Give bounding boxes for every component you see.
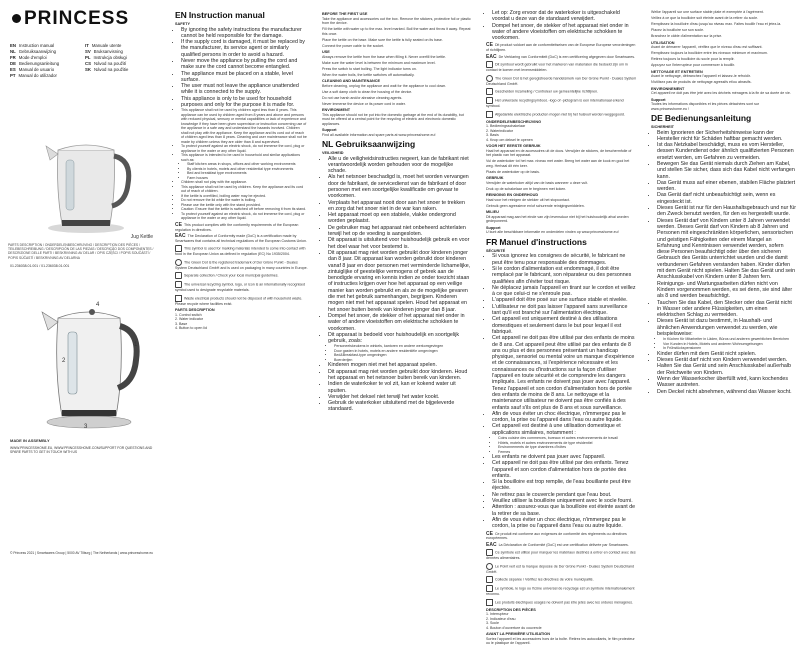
dutch-french-panel [478,0,643,646]
separate-collection-icon [486,576,493,583]
usage-sub-item: • Von Kunden in Hotels, Motels und anderen Wohnumgebungen [663,342,796,347]
parts-heading: ONDERDELENBESCHRIJVING [486,119,542,124]
lang-label: Manuale utente [91,43,122,48]
eac-mark-icon: EAC [486,53,497,60]
safety-item: • Les enfants ne doivent pas jouer avec l'appareil. [492,454,637,460]
food-safe-icon [486,61,493,68]
ce-mark-icon: CE [486,530,493,537]
callout-4: 4 [96,302,100,308]
safety-item: • Bewegen Sie das Gerät niemals durch Ziehen am Kabel, und stellen Sie sicher, dass sich das Kabel nicht verfangen kann. [657,161,796,180]
instruction-text: This appliance should not be put into the domestic garbage at the end of its durability, but must be offered at a central point for the recycling of electric and electronic domestic appliances. [322,112,464,126]
lang-code: ES [10,67,16,72]
safety-item: • Verplaats het apparaat nooit door aan het snoer te trekken en zorg dat het snoer niet in de war kan raken. [328,200,472,213]
cover-panel [0,0,167,575]
instruction-text: N'utilisez pas de produits de nettoyage agressifs et/ou abrasifs. [651,80,752,84]
safety-item: • Veuillez utiliser la bouilloire uniquement avec le socle fourni. [492,498,637,504]
use-heading: USE [322,50,330,54]
environment-heading: MILIEU [486,210,499,215]
safety-item: • This appliance shall not be used by children aged less than 8 years. This appliance can be used by children aged from 8 years and above and persons with reduced physical, sensory or mental capabilities or lack of experience and knowledge if they have been given supervision or instruction concerning use of the appliance in a safe way and understand the hazards involved. Children shall not play with the appliance. Keep the appliance and its cord out of reach of children aged less than 8 years. Cleaning and user maintenance shall not be made by children unless they are older than 8 and supervised. [181,108,308,144]
instruction-text: Haal voor het reinigen de stekker uit het stopcontact. [486,197,570,202]
title-text: Instruction manual [188,10,265,20]
safety-item: • Tauchen Sie das Kabel, den Stecker oder das Gerät nicht in Wasser oder andere Flüssigkeiten, um einen elektrischen Schlag zu vermeiden. [657,300,796,319]
instruction-text: Remplissez toujours la bouilloire entre les niveaux minimum et maximum. [651,51,768,55]
lang-label: Návod na použití [93,61,127,66]
safety-item: • Si le cordon d'alimentation est endommagé, il doit être remplacé par le fabricant, son réparateur ou des personnes qualifiées afin d'éviter tout risque. [492,266,637,285]
safety-item: • The user must not leave the appliance unattended while it is connected to the supply. [181,83,308,96]
part-item: 4. Bouton d'ouverture du couvercle [486,625,542,630]
usage-sub-item: • Hôtels, motels et autres environnements de type résidentiel [498,441,637,446]
instruction-text: U kunt alle beschikbare informatie en onderdelen vinden op www.princesshome.eu! [486,230,619,235]
ce-mark-icon: CE [486,42,493,49]
parts-heading: PARTS DESCRIPTION [175,308,215,313]
weee-bin-icon [175,295,182,302]
before-first-use-heading: BEFORE THE FIRST USE [322,12,368,16]
lang-label: Instruction manual [18,43,55,48]
separate-collection-icon [175,272,182,279]
green-dot-icon [486,75,493,82]
usage-sub-item: • Fermes [498,450,637,455]
safety-item: • If the kettle is overfilled, boiling water may be ejected. [181,194,308,199]
section-title-nl: NL Gebruiksaanwijzing [322,139,416,149]
before-first-use-heading: AVANT LA PREMIÈRE UTILISATION [486,632,550,637]
lang-label: Mode d'emploi [18,55,47,60]
safety-item: • Indien de waterkoker te vol zit, kan er kokend water uit spuiten. [328,381,472,394]
english-dutch-panel [314,0,478,575]
usage-sub-item: • In Küchen für Mitarbeiter in Läden, Büros und anderen gewerblichen Bereichen [663,337,796,342]
safety-item: • Gebruik de waterkoker uitsluitend met de bijgeleverde standaard. [328,400,472,413]
part-item: 3. Socle [486,621,499,626]
compliance-text: Dit symbool wordt gebruikt voor het markeren van materialen die bedoeld zijn om in contact te komen met levensmiddelen. [486,62,628,73]
separate-collection-icon [486,88,493,95]
compliance-text: Separate collection / Check your local municipal guidelines. [184,273,279,278]
instruction-text: Do not use harsh and/or abrasive cleaning agents. [322,95,403,100]
instruction-text: Always remove the kettle from the base when filling it. Never overfill the kettle. [322,54,447,59]
compliance-text: The Green Dot is het geregistreerde handelsmerk van Der Grüne Punkt - Duales System Deutschland GmbH. [486,76,637,86]
compliance-text: Waste electrical products should not be disposed of with household waste. Please recycle where facilities exist. [175,296,303,306]
safety-heading: SICHERHEIT [651,125,674,129]
compliance-text: De Verklaring van Conformiteit (DoC) is een certificering afgegeven door Smartwares. [498,54,635,59]
environment-heading: ENVIRONNEMENT [651,86,685,91]
lang-code: EN [10,43,16,48]
instruction-text: Never immerse the device or its power cord in water. [322,101,406,106]
compliance-text: Dit product voldoet aan de conformiteitseisen van de Europese Europese verordeningen of richtlijnen. [486,43,636,53]
usage-sub-item: • Bed and breakfast type environments [187,171,308,176]
section-title-en: EN Instruction manual [175,10,265,20]
safety-item: • Afin de vous éviter un choc électrique, n'immergez pas le cordon, la prise ou l'appareil dans l'eau ou autre liquide. [492,517,637,530]
green-dot-icon [175,259,182,266]
parts-heading: DESCRIPTION DES PIÈCES [486,607,536,612]
usage-sub-item: • In Frühstückspensionen [663,346,796,351]
compliance-text: The universal recycling symbol, logo, or icon is an internationally recognised symbol used to designate recyclable materials. [175,282,306,293]
safety-item: • Attention : assurez-vous que la bouilloire est éteinte avant de la retirer de sa base. [492,504,637,517]
part-item: 3. Basis [486,133,499,138]
safety-item: • Ist das Netzkabel beschädigt, muss es vom Hersteller, dessen Kundendienst oder ähnlich qualifizierten Personen ersetzt werden, um Gefahren zu vermeiden. [657,142,796,161]
kettle-product-image [36,120,136,235]
part-item: 1. Control switch [175,312,202,317]
weee-bin-icon [486,599,493,606]
usage-sub-item: • Coins cuisine des commerces, bureaux et autres environnements de travail [498,436,637,441]
safety-item: • Si la bouilloire est trop remplie, de l'eau bouillante peut être éjectée. [492,479,637,492]
made-in-label: MADE IN ASSEMBLY [10,438,50,443]
brand-logo [12,8,129,30]
part-item: 1. Bedieningsschakelaar [486,124,526,129]
lang-label: Bruksanvisning [93,49,123,54]
lang-code: PT [10,73,16,78]
compliance-text: Collecte séparée / Vérifiez les directives de votre municipalité. [495,577,594,582]
recycle-icon [486,97,493,104]
instruction-text: Use a soft damp cloth to clean the housing of the device. [322,89,413,94]
safety-item: • Beim Ignorieren der Sicherheitshinweise kann der Hersteller nicht für Schäden haftbar gemacht werden. [657,130,796,143]
section-title-de: DE Bedienungsanleitung [651,113,752,123]
safety-item: • Dompel het snoer, de stekker of het apparaat niet onder in water of andere vloeistoffen om elektrische schokken te voorkomen. [328,313,472,332]
instruction-text: Appuyez sur l'interrupteur pour commencer à bouillir. [651,63,735,67]
safety-item: • Wenn der Wasserkocher überfüllt wird, kann kochendes Wasser austreten. [657,376,796,389]
support-heading: Support [651,97,666,102]
part-item: 2. Indicateur d'eau [486,616,516,621]
safety-item: • This appliance is intended to be used in household and similar applications such as: [181,153,308,162]
instruction-text: When the water boils, the kettle switches off automatically. [322,72,415,77]
lang-code: NL [10,49,16,54]
usage-sub-item: • Bed&Breakfast-type omgevingen [334,353,472,358]
website-info: WWW.PRINCESSHOME.EU, WWW.PRINCESSHOME.COM/SUPPORT FOR QUESTIONS AND SPARE PARTS TO GET IN TOUCH WITH US [10,446,153,455]
support-heading: Support [322,128,337,132]
usage-sub-item: • Farm houses [187,176,308,181]
safety-item: • De gebruiker mag het apparaat niet onbeheerd achterlaten terwijl het op de voeding is aangesloten. [328,225,472,238]
safety-item: • This appliance is only to be used for household purposes and only for the purpose it is made for. [181,96,308,109]
compliance-text: Het universele recyclingsymbool, -logo of -pictogram is een internationaal erkend symbool. [486,98,624,109]
compliance-text: La Déclaration de Conformité (DoC) est une certification délivrée par Smartwares. [498,542,629,547]
lang-code: FR [10,55,16,60]
instruction-text: Find all available information and spare parts at www.princesshome.eu! [322,132,436,137]
safety-small [175,108,308,330]
safety-item: • Cet appareil ne doit pas être utilisé par des enfants. Tenez l'appareil et son cordon d'alimentation hors de portée des enfants. [492,460,637,479]
parts-description-languages: PARTS DESCRIPTION / ONDERDELENBESCHRIJVING / DESCRIPTION DES PIÈCES / TEILEBESCHREIBUNG / DESCRIPCIÓN DE LAS PIEZAS / DESCRIÇÃO DOS COMPONENTES / DESCRIZIONE DELLE PARTI / BESKRIVNING AV DELAR / OPIS CZĘŚCI / POPIS SOUČÁSTÍ / POPIS SÚČASTÍ / BESKRIVNING AV DELARNA [8,243,154,260]
callout-2: 2 [62,358,66,364]
recycle-icon [175,281,182,288]
part-item: 4. Knop om deksel te openen [486,137,533,142]
compliance-text: This product complies with the conformity requirements of the European regulation in directives. [175,223,299,232]
safety-item: • Als het netsnoer beschadigd is, moet het worden vervangen door de fabrikant, de servicedienst van de fabrikant of door personen met een soortgelijke kwalificatie om gevaar te voorkomen. [328,174,472,199]
instruction-text: Cet appareil ne doit pas être jeté avec les déchets ménagers à la fin de sa durée de vie. [651,91,791,95]
lang-code: PL [85,55,91,60]
safety-heading: SÉCURITÉ [486,248,506,253]
lang-label: Manual de usuario [18,67,55,72]
safety-item: • Cet appareil ne doit pas être utilisé par des enfants de moins de 8 ans. Cet appareil peut être utilisé par des enfants de 8 ans ou plus et des personnes présentant un handicap physique, sensoriel ou mental voire un manque d'expérience et de connaissances, si l'expérience nécessaire et les connaissances ou d'instructions sur la façon d'utiliser l'appareil en toute sécurité et de comprendre les dangers impliqués. Les enfants ne doivent pas jouer avec l'appareil. Tenez l'appareil et son cordon d'alimentation hors de portée des enfants de moins de 8 ans. Le nettoyage et la maintenance utilisateur ne doivent pas être confiés à des enfants sauf s'ils ont plus de 8 ans et sous surveillance. [492,335,637,411]
part-item: 4. Button to open lid [175,326,207,331]
instruction-text: Branchez le câble d'alimentation sur la prise. [651,34,723,38]
instruction-text: Veillez à ce que la bouilloire soit éteinte avant de la retirer du socle. [651,16,759,20]
product-codes: 01.236038.01.001 / 01.236038.01.001 [10,264,70,268]
instruction-text: Connect the power cable to the socket. [322,43,385,48]
instruction-text: Welke l'appareil sur une surface stable plate et exemptée à l'agrément. [651,10,764,14]
title-text: Manuel d'instructions [499,236,587,247]
safety-item: • Please use the kettle only with the stand provided. [181,203,308,208]
eac-mark-icon: EAC [175,233,186,240]
callout-1: 1 [134,342,138,348]
part-item: 2. Water indicator [175,317,204,322]
english-panel [167,0,314,575]
safety-heading: SAFETY [175,22,190,26]
model-name: Jug Kettle [130,234,153,240]
instruction-text: Sortez l'appareil et les accessoires hors de la boîte. Retirez les autocollants, le film protecteur ou le plastique de l'appareil. [486,636,635,646]
safety-item: • Cet appareil est uniquement destiné à des utilisations domestiques et seulement dans le but pour lequel il est fabriqué. [492,316,637,335]
weee-bin-icon [486,111,493,118]
instruction-text: Verwijder de waterkoker altijd van de basis wanneer u deze vult. [486,180,589,185]
safety-item: • Dieses Gerät ist dazu bestimmt, in Haushalt- und ähnlichen Anwendungen verwendet zu werden, wie beispielsweise: [657,318,796,337]
instruction-text: Dit apparaat mag aan het einde van zijn levensduur niet bij het huishoudelijk afval worden gedeponeerd. [486,214,629,224]
part-item: 3. Base [175,321,188,326]
compliance-text: The Green Dot is the registered trademark of Der Grüne Punkt - Duales System Deutschland GmbH and is used on packaging in many countries in Europe. [175,260,308,270]
compliance-text: Les produits électriques usagés ne doivent pas être jetés avec les ordures ménagères. [495,600,634,605]
title-text: Gebruiksaanwijzing [335,139,416,149]
section-title-fr: FR Manuel d'instructions [486,236,587,247]
safety-item: • The appliance must be placed on a stable, level surface. [181,71,308,84]
environment-heading: ENVIRONMENT [322,108,351,112]
compliance-text: Le Point vert est la marque déposée de Der Grüne Punkt - Duales System Deutschland GmbH. [486,564,635,574]
safety-item: • Never move the appliance by pulling the cord and make sure the cord cannot become entangled. [181,58,308,71]
part-item: 1. Interrupteur [486,612,509,617]
ce-mark-icon: CE [175,221,182,228]
compliance-text: Gescheiden inzameling / Controleer uw gemeentelijke richtlijnen. [495,89,599,94]
lang-label: Gebruiksaanwijzing [18,49,56,54]
lang-label: Instrukcja obsługi [93,55,127,60]
safety-item: • Dompel het snoer, de stekker of het apparaat niet onder in water of andere vloeistoffen om elektrische schokken te voorkomen. [492,23,637,42]
french-german-panel [643,0,802,575]
compliance-text: Le symbole, le logo ou l'icône universel de recyclage est un symbole internationalement reconnu. [486,586,635,597]
safety-item: • Kinder dürfen mit dem Gerät nicht spielen. [657,351,796,357]
lang-code: IT [85,43,89,48]
safety-item: • Het apparaat moet op een stabiele, vlakke ondergrond worden geplaatst. [328,212,472,225]
brand-name: PRINCESS [24,8,130,29]
safety-item: • To protect yourself against an electric shock, do not immerse the cord, plug or appliance in the water or any other liquid. [181,144,308,153]
safety-item: • This appliance shall not be used by children. Keep the appliance and its cord out of reach of children. [181,185,308,194]
compliance-text: The Declaration of Conformity made (DoC) is a certification made by Smartwares that contains all technical regulations of the European Customs Union. [175,234,308,243]
usage-sub-item: • Door gasten in hotels, motels en andere residentiële omgevingen [334,349,472,354]
instruction-text: Vul de waterkoker tot het max. niveau met water. Breng het water aan de kook en gooi het weg. Herhaal dit één keer. [486,159,630,168]
safety-item: • Kinderen mogen niet met het apparaat spelen. [328,362,472,368]
safety-item: • Ne déplacez jamais l'appareil en tirant sur le cordon et veillez à ce que celui-ci ne s'enroule pas. [492,285,637,298]
brand-dot-icon [12,14,21,23]
instruction-text: Haal het apparaat en de accessoires uit de doos. Verwijder de stickers, de beschermfolie of het plastic van het apparaat. [486,148,632,158]
compliance-text: This symbol is used for marking materials intended to come into contact with food in the European Union as defined in regulation (EC) No 1935/2004. [175,246,306,257]
safety-item: • Dit apparaat is uitsluitend voor huishoudelijk gebruik en voor het doel waar het voor bestemd is. [328,237,472,250]
instruction-text: Plaats de waterkoker op de basis. [486,169,540,174]
safety-item: • Children shall not play with the appliance. [181,180,308,185]
instruction-text: Remplissez la bouilloire d'eau jusqu'au niveau max. Faites bouillir l'eau et jetez-la. [651,22,782,26]
lang-code: DE [10,61,16,66]
instruction-text: Retirez toujours la bouilloire du socle pour la remplir. [651,57,735,61]
safety-item: • Cet appareil est destiné à une utilisation domestique et applications similaires, notamment : [492,423,637,436]
cleaning-heading: REINIGING EN ONDERHOUD [486,193,539,198]
lang-label: Manual do utilizador [18,73,57,78]
usage-sub-item: • Environnements de type chambres d'hôtes [498,445,637,450]
safety-item: • Alle u de veiligheidsinstructies negeert, kan de fabrikant niet verantwoordelijk worden gehouden voor de mogelijke schade. [328,156,472,175]
safety-item: • Dit apparaat mag niet worden gebruikt door kinderen. Houd het apparaat en het netsnoer buiten bereik van kinderen. [328,369,472,382]
instruction-text: Druk op de schakelaar om te beginnen met koken. [486,186,567,191]
lang-label: Bedienungsanleitung [18,61,60,66]
part-item: 2. Waterindicator [486,128,514,133]
cleaning-heading: NETTOYAGE ET ENTRETIEN [651,69,703,74]
compliance-text: Ce symbole est utilisé pour marquer les matériaux destinés à entrer en contact avec des denrées alimentaires. [486,550,636,561]
before-first-use-heading: VOOR HET EERSTE GEBRUIK [486,144,541,149]
safety-item: • Afin de vous éviter un choc électrique, n'immergez pas le cordon, la prise ou l'appareil dans l'eau ou autre liquide. [492,411,637,424]
cleaning-heading: CLEANING AND MAINTENANCE [322,79,381,83]
instruction-text: Toutes les informations disponibles et les pièces détachées sont sur www.princesshome.eu ! [651,102,760,111]
callout-3: 3 [84,424,88,430]
copyright: © Princess 2021 | Smartwares Group | 5000 AV Tilburg | The Netherlands | www.princesshome.eu [10,551,153,555]
lang-code: CS [85,61,91,66]
safety-item: • Das Gerät muss auf einer ebenen, stabilen Fläche platziert werden. [657,180,796,193]
instruction-text: Place the kettle on the base. Make sure the kettle is fully seated on its base. [322,37,443,42]
compliance-text: Ce produit est conforme aux exigences de conformité des règlements ou directives européennes. [486,531,627,541]
safety-item: • Das Gerät darf nicht unbeaufsichtigt sein, wenn es eingesteckt ist. [657,192,796,205]
food-safe-icon [175,245,182,252]
use-heading: UTILISATION [651,40,675,45]
lang-label: Návod na použitie [93,67,129,72]
instruction-text: Gebruik geen agressieve en/of schurende reinigingsmiddelen. [486,203,585,208]
usage-sub-item: • Boerderijen [334,358,472,363]
safety-item: • Den Deckel nicht abnehmen, während das Wasser kocht. [657,389,796,395]
food-safe-icon [486,549,493,556]
safety-item: • L'appareil doit être posé sur une surface stable et nivelée. [492,297,637,303]
safety-item: • Caution: Ensure that the kettle is switched off before removing it from its stand. [181,207,308,212]
instruction-text: Make sure the water level is between the minimum and maximum level. [322,60,436,65]
eac-mark-icon: EAC [486,541,497,548]
compliance-text: Afgedankte elektrische producten mogen niet bij het huisvuil worden weggegooid. [495,112,625,117]
green-dot-icon [486,563,493,570]
safety-item: • Let op: Zorg ervoor dat de waterkoker is uitgeschakeld voordat u deze van de standaard verwijdert. [492,10,637,23]
usage-sub-item: • Personeelskeukens in winkels, kantoren en andere werkomgevingen [334,344,472,349]
lang-code: SV [85,49,91,54]
use-heading: GEBRUIK [486,176,504,181]
safety-item: • Do not remove the lid while the water is boiling. [181,198,308,203]
safety-item: • L'utilisateur ne doit pas laisser l'appareil sans surveillance tant qu'il est branché sur l'alimentation électrique. [492,304,637,317]
title-text: Bedienungsanleitung [664,113,752,123]
instruction-text: Take the appliance and accessories out the box. Remove the stickers, protective foil or plastic from the device. [322,16,471,25]
support-heading: Support [486,225,501,230]
safety-item: • Dieses Gerät ist nur für den Haushaltsgebrauch und nur für den Zweck benutzt werden, für den es hergestellt wurde. [657,205,796,218]
kettle-diagram [34,282,144,430]
recycle-icon [486,585,493,592]
instruction-text: Avant le nettoyage, débranchez l'appareil et laissez-le refroidir. [651,74,751,78]
safety-heading: VEILIGHEID [322,151,344,155]
instruction-text: Fill the kettle with water up to the max. level marked. Boil the water and throw it away. Repeat this once. [322,27,471,36]
language-list [10,43,160,79]
safety-item: • To protect yourself against an electric shock, do not immerse the cord, plug or appliance in the water or any other liquid. [181,212,308,221]
instruction-text: Placez la bouilloire sur son socle. [651,28,705,32]
safety-bullets [175,27,308,109]
safety-item: • Dieses Gerät darf nicht von Kindern verwendet werden. Halten Sie das Gerät und sein Anschlusskabel außerhalb der Reichweite von Kindern. [657,357,796,376]
safety-item: • By ignoring the safety instructions the manufacturer cannot be held responsible for the damage. [181,27,308,40]
safety-item: • Dieses Gerät darf von Kindern unter 8 Jahren verwendet werden. Dieses Gerät darf von Kindern ab 8 Jahren und Personen mit eingeschränkten körperlichen, sensorischen und geistigen Fähigkeiten oder einem Mangel an Erfahrung und Kenntnissen verwendet werden, sofern diese Personen beaufsichtigt oder über den sicheren Gebrauch des Geräts unterrichtet wurden und die damit verbundenen Gefahren verstanden haben. Kinder dürfen mit dem Gerät nicht spielen. Halten Sie das Gerät und sein Anschlusskabel von Kindern unter 8 Jahren fern. Reinigungs- und Wartungsarbeiten dürfen nicht von Kindern vorgenommen werden, es sei denn, sie sind älter als 8 und werden beaufsichtigt. [657,218,796,300]
instruction-text: Before cleaning, unplug the appliance and wait for the appliance to cool down. [322,83,447,88]
safety-item: • Dit apparaat mag niet worden gebruikt door kinderen jonger dan 8 jaar. Dit apparaat kan worden gebruikt door kinderen vanaf 8 jaar en door personen met verminderde lichamelijke, zintuiglijke of geestelijke vermogens of gebrek aan de benodigde ervaring en kennis indien ze onder toezicht staan of instructies krijgen over hoe het apparaat op een veilige manier kan worden gebruikt en als ze de mogelijke gevaren die met het gebruik samenhangen, begrijpen. Kinderen mogen niet met het apparaat spelen. Houd het apparaat en het snoer buiten bereik van kinderen jonger dan 8 jaar. [328,250,472,313]
safety-item: • Ne retirez pas le couvercle pendant que l'eau bout. [492,492,637,498]
safety-item: • Verwijder het deksel niet terwijl het water kookt. [328,394,472,400]
lang-code: SK [85,67,91,72]
instruction-text: Avant de démarrer l'appareil, vérifiez que le niveau d'eau est suffisant. [651,45,763,49]
safety-item: • Dit apparaat is bedoeld voor huishoudelijk en soortgelijk gebruik, zoals: [328,332,472,345]
usage-sub-item: • Staff kitchen areas in shops, offices and other working environments [187,162,308,167]
safety-item: • If the supply cord is damaged, it must be replaced by the manufacturer, its service agent or similarly qualified persons in order to avoid a hazard. [181,39,308,58]
usage-sub-item: • By clients in hotels, motels and other residential type environments [187,167,308,172]
safety-item: • Si vous ignorez les consignes de sécurité, le fabricant ne peut être tenu pour responsable des dommages. [492,253,637,266]
instruction-text: Press the switch to start boiling. The light indicator turns on. [322,66,417,71]
